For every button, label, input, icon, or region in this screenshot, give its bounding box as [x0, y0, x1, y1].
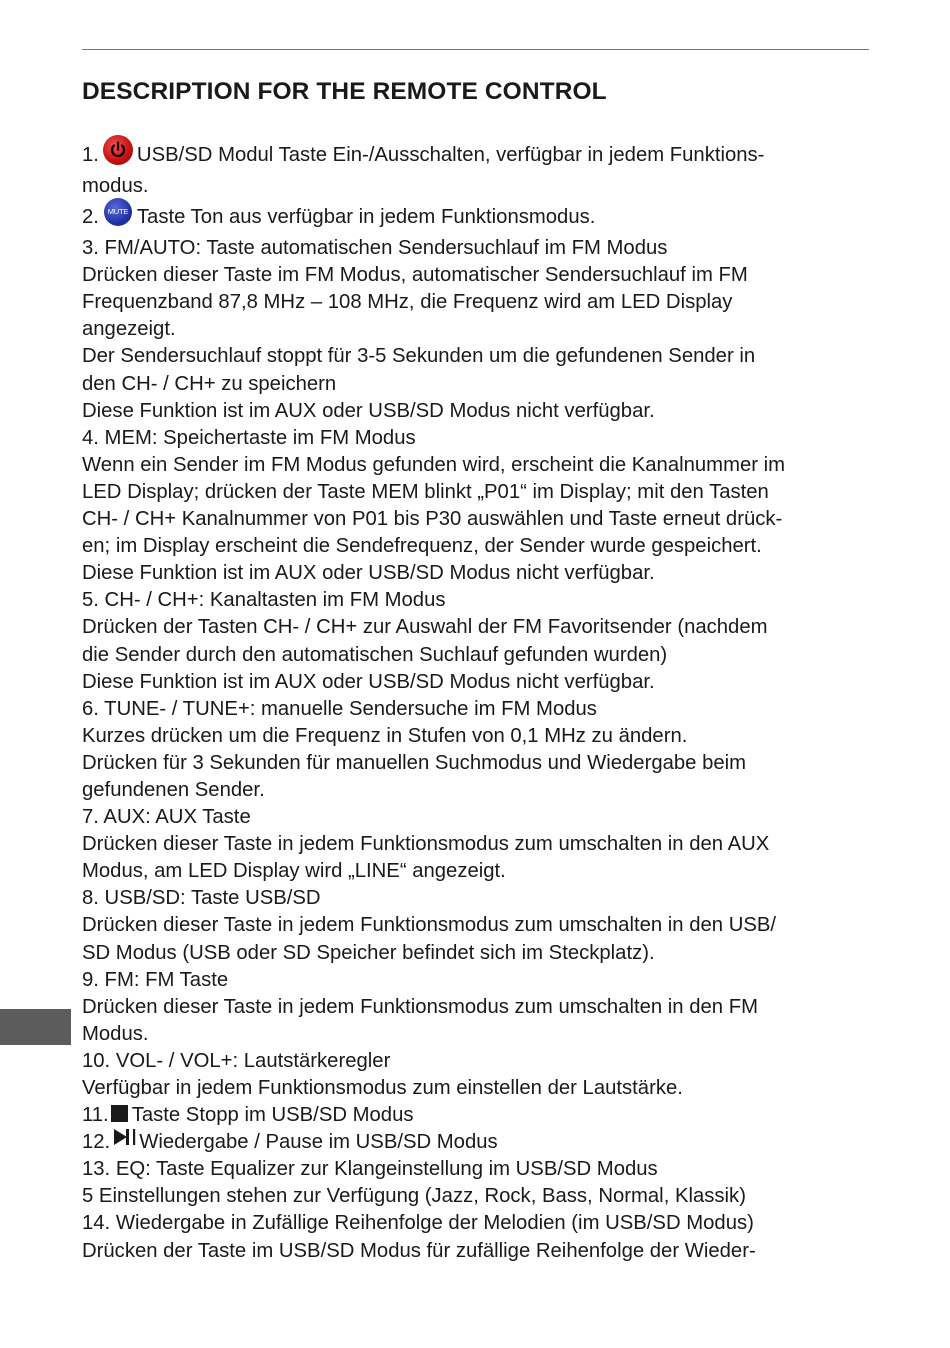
item-3-line: Diese Funktion ist im AUX oder USB/SD Modus nicht verfügbar. [82, 399, 655, 422]
item-4-line: Diese Funktion ist im AUX oder USB/SD Modus nicht verfügbar. [82, 562, 655, 585]
item-3-line: angezeigt. [82, 318, 176, 341]
mute-icon: MUTE [104, 198, 132, 226]
item-4-line: Wenn ein Sender im FM Modus gefunden wird, erscheint die Kanalnummer im [82, 453, 786, 476]
item-11 [82, 1102, 882, 1129]
item-3-line: Der Sendersuchlauf stoppt für 3-5 Sekunden um die gefundenen Sender in [82, 345, 756, 368]
item-3-line: Drücken dieser Taste im FM Modus, automatischer Sendersuchlauf im FM [82, 264, 748, 287]
item-5-line: die Sender durch den automatischen Suchlauf gefunden wurden) [82, 643, 668, 666]
item-3-line: Frequenzband 87,8 MHz – 108 MHz, die Frequenz wird am LED Display [82, 291, 733, 314]
item-5-line: Diese Funktion ist im AUX oder USB/SD Modus nicht verfügbar. [82, 670, 655, 693]
item-13-heading: 13. EQ: Taste Equalizer zur Klangeinstellung im USB/SD Modus [82, 1158, 658, 1181]
stop-icon [111, 1105, 128, 1122]
item-7-line: Drücken dieser Taste in jedem Funktionsmodus zum umschalten in den AUX [82, 833, 770, 856]
item-6-line: gefundenen Sender. [82, 778, 265, 801]
item-6-heading: 6. TUNE- / TUNE+: manuelle Sendersuche im FM Modus [82, 697, 597, 720]
item-number: 11. [82, 1104, 109, 1127]
item-10-line: Verfügbar in jedem Funktionsmodus zum einstellen der Lautstärke. [82, 1077, 683, 1099]
item-10-heading: 10. VOL- / VOL+: Lautstärkeregler [82, 1049, 391, 1072]
item-3-line: den CH- / CH+ zu speichern [82, 372, 337, 395]
item-4-line: CH- / CH+ Kanalnummer von P01 bis P30 auswählen und Taste erneut drück- [82, 508, 783, 531]
remote-control-description [82, 138, 882, 1265]
item-4-line: en; im Display erscheint die Sendefrequenz, der Sender wurde gespeichert. [82, 535, 762, 558]
item-9-heading: 9. FM: FM Taste [82, 968, 229, 991]
item-text: Wiedergabe / Pause im USB/SD Modus [139, 1131, 498, 1154]
item-text: Taste Ton aus verfügbar in jedem Funktionsmodus. [136, 206, 596, 229]
item-7-heading: 7. AUX: AUX Taste [82, 806, 251, 829]
item-8-heading: 8. USB/SD: Taste USB/SD [82, 887, 321, 910]
item-6-line: Drücken für 3 Sekunden für manuellen Suchmodus und Wiedergabe beim [82, 751, 747, 774]
page-title: DESCRIPTION FOR THE REMOTE CONTROL [82, 78, 607, 105]
item-text: USB/SD Modul Taste Ein-/Ausschalten, verfügbar in jedem Funktions- [136, 144, 765, 166]
item-3-heading: 3. FM/AUTO: Taste automatischen Sendersuchlauf im FM Modus [82, 237, 668, 260]
item-4-heading: 4. MEM: Speichertaste im FM Modus [82, 426, 416, 449]
item-text: Taste Stopp im USB/SD Modus [131, 1104, 414, 1127]
item-1 [82, 138, 882, 173]
item-9-line: Modus. [82, 1022, 149, 1045]
item-1-continuation: modus. [82, 175, 149, 197]
item-number: 1. [82, 144, 99, 166]
item-number: 12. [82, 1131, 111, 1154]
item-5-heading: 5. CH- / CH+: Kanaltasten im FM Modus [82, 589, 446, 612]
power-icon [103, 135, 133, 165]
top-divider [82, 49, 869, 50]
item-7-line: Modus, am LED Display wird „LINE“ angezeigt. [82, 860, 506, 883]
item-2 [82, 200, 882, 235]
item-9-line: Drücken dieser Taste in jedem Funktionsmodus zum umschalten in den FM [82, 995, 758, 1018]
item-8-line: SD Modus (USB oder SD Speicher befindet sich im Steckplatz). [82, 941, 655, 964]
item-5-line: Drücken der Tasten CH- / CH+ zur Auswahl der FM Favoritsender (nachdem [82, 616, 768, 639]
item-number: 2. [82, 206, 99, 229]
item-14-line: Drücken der Taste im USB/SD Modus für zufällige Reihenfolge der Wieder- [82, 1239, 756, 1262]
item-13-line: 5 Einstellungen stehen zur Verfügung (Jazz, Rock, Bass, Normal, Klassik) [82, 1185, 746, 1208]
page-side-tab [0, 1009, 71, 1045]
item-4-line: LED Display; drücken der Taste MEM blinkt „P01“ im Display; mit den Tasten [82, 480, 769, 503]
item-6-line: Kurzes drücken um die Frequenz in Stufen von 0,1 MHz zu ändern. [82, 724, 688, 747]
item-8-line: Drücken dieser Taste in jedem Funktionsmodus zum umschalten in den USB/ [82, 914, 777, 937]
item-14-heading: 14. Wiedergabe in Zufällige Reihenfolge der Melodien (im USB/SD Modus) [82, 1212, 754, 1235]
item-12 [82, 1129, 882, 1156]
play-pause-icon [113, 1127, 137, 1154]
